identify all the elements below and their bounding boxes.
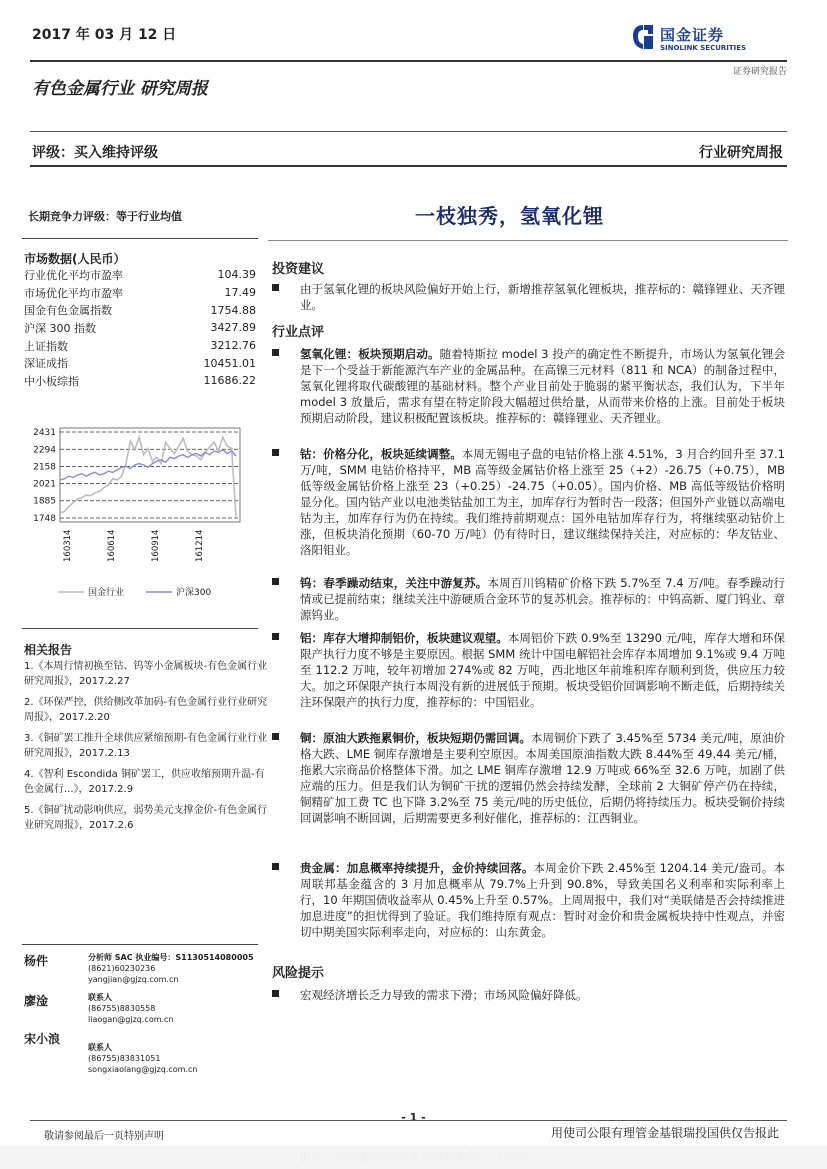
analyst-name: 廖淦 — [24, 994, 49, 1008]
item-head: 铜：原油大跌拖累铜价，板块短期仍需回调。 — [300, 731, 531, 745]
item-paragraph — [272, 446, 785, 558]
logo-en: SINOLINK SECURITIES — [660, 44, 747, 52]
page-number: - 1 - — [401, 1111, 426, 1124]
series-line-1 — [60, 450, 236, 480]
item-paragraph — [272, 860, 785, 940]
related-date: 2017.2.6 — [89, 820, 134, 831]
market-value: 1754.88 — [210, 303, 256, 317]
related-reports-title: 相关报告 — [24, 643, 73, 657]
item-head: 铝：库存大增抑制铝价，板块建议观望。 — [300, 631, 508, 645]
market-value: 11686.22 — [203, 374, 256, 388]
sidebar-rule-3 — [22, 944, 258, 945]
invest-text: 由于氢氧化锂的板块风险偏好开始上行，新增推荐氢氧化锂板块，推荐标的：赣锋锂业、天齐锂业。 — [300, 282, 785, 312]
table-row — [24, 372, 256, 390]
risk-paragraph — [272, 987, 785, 1003]
logo-mark-icon — [632, 24, 654, 50]
table-row — [24, 337, 256, 355]
bullet-icon — [272, 733, 279, 740]
analyst-email[interactable]: yangjian@gjzq.com.cn — [88, 975, 179, 984]
sidebar-rule — [22, 238, 258, 239]
section-risk: 风险提示 — [272, 966, 325, 981]
analyst-card — [24, 952, 274, 992]
bullet-icon — [272, 990, 279, 997]
footer-disclaimer: 敬请参阅最后一页特别声明 — [44, 1131, 164, 1142]
list-item: 4.《智利 Escondida 铜矿罢工，供应收缩预期升温-有色金属行...》，2017.2.9 — [24, 769, 265, 795]
y-tick-label: 1885 — [33, 496, 56, 507]
table-row — [24, 284, 256, 302]
report-title: 一枝独秀，氢氧化锂 — [415, 204, 604, 228]
index-chart — [24, 412, 256, 612]
sidebar-rule-2 — [22, 628, 258, 629]
related-text: 2.《环保严控，供给侧改革加码-有色金属行业行业研究周报》 — [24, 697, 268, 723]
industry-title: 有色金属行业 研究周报 — [32, 79, 208, 99]
item-paragraph — [272, 575, 785, 623]
market-value: 10451.01 — [203, 356, 256, 370]
related-text: 5.《铜矿扰动影响供应，弱势美元支撑金价-有色金属行业研究周报》 — [24, 805, 268, 831]
analyst-name: 杨件 — [24, 954, 49, 968]
item-body: 本周铜价下跌了 3.45%至 5734 美元/吨，原油价格大跌、LME 铜库存激增是主要利空原因。本周美国原油指数大跌 8.44%至 49.44 美元/桶，拖累大宗商品价格整体下滑。加之 LME 铜库存激增 12.9 万吨或 66%至 32.6 万吨，加剧了供应端的压力。但是我们认为铜矿干扰的逻辑仍然会持续发酵，全球前 2 大铜矿停产仍在持续，铜精矿加工费 TC 也下降 3.2%至 75 美元/吨的历史低位，后期仍将持续压力。板块受铜价持续回调影响不断回调，后期需要更多利好催化，推荐标的：江西铜业。 — [300, 731, 785, 825]
analyst-title: 联系人 — [88, 1043, 112, 1052]
related-date: 2017.2.27 — [79, 676, 130, 687]
bullet-icon — [272, 633, 279, 640]
market-label: 行业优化平均市盈率 — [24, 268, 123, 282]
bullet-icon — [272, 284, 279, 291]
analyst-phone: (86755)8830558 — [88, 1004, 156, 1013]
report-kind: 行业研究周报 — [699, 145, 783, 161]
bullet-icon — [272, 578, 279, 585]
y-tick-label: 2294 — [33, 445, 56, 456]
related-reports-list — [24, 659, 268, 839]
table-row — [24, 354, 256, 372]
related-text: 1.《本周行情初换至钴、钨等小金属板块-有色金属行业研究周报》 — [24, 661, 268, 687]
table-row — [24, 266, 256, 284]
footer-watermark-text: 用使司公限有理管金基银瑞投国供仅告报此 — [550, 1126, 779, 1140]
item-head: 贵金属：加息概率持续提升，金价持续回落。 — [300, 861, 534, 875]
analyst-email[interactable]: songxiaolang@gjzq.com.cn — [88, 1065, 198, 1074]
x-tick-label: 160614 — [107, 529, 117, 562]
bullet-icon — [272, 863, 279, 870]
market-label: 市场优化平均市盈率 — [24, 286, 123, 300]
market-value: 17.49 — [224, 286, 256, 300]
legend-label: 沪深300 — [176, 588, 212, 598]
x-tick-label: 161214 — [195, 529, 205, 562]
list-item: 2.《环保严控，供给侧改革加码-有色金属行业行业研究周报》，2017.2.20 — [24, 697, 268, 723]
item-head: 钴：价格分化，板块延续调整。 — [300, 447, 462, 461]
logo-cn: 国金证券 — [660, 26, 725, 44]
market-label: 上证指数 — [24, 339, 68, 353]
related-text: 4.《智利 Escondida 铜矿罢工，供应收缩预期升温-有色金属行...》 — [24, 769, 265, 795]
analyst-email[interactable]: liaogan@gjzq.com.cn — [88, 1015, 174, 1024]
rule-2 — [30, 131, 787, 132]
table-row — [24, 319, 256, 337]
market-value: 3212.76 — [210, 339, 256, 353]
bullet-icon — [272, 349, 279, 356]
invest-paragraph — [272, 281, 785, 313]
y-tick-label: 2431 — [33, 428, 56, 438]
report-date: 2017 年 03 月 12 日 — [32, 27, 177, 43]
related-date: 2017.2.20 — [59, 712, 110, 723]
market-value: 104.39 — [217, 268, 256, 282]
rule-3 — [30, 165, 787, 167]
market-label: 沪深 300 指数 — [24, 321, 96, 335]
chart-frame — [60, 428, 240, 522]
analyst-title: 分析师 SAC 执业编号：S1130514080005 — [88, 953, 254, 962]
item-body: 本周百川钨精矿价格下跌 5.7%至 7.4 万/吨。春季躁动行情或已提前结束；继续关注中游硬质合金环节的复苏机会。推荐标的：中钨高新、厦门钨业、章源钨业。 — [300, 576, 786, 622]
list-item: 1.《本周行情初换至钴、钨等小金属板块-有色金属行业研究周报》，2017.2.27 — [24, 661, 268, 687]
item-paragraph — [272, 346, 785, 426]
y-tick-label: 2158 — [33, 462, 56, 473]
analyst-title: 联系人 — [88, 993, 112, 1002]
footer-watermark-band: 调优告仅供银瑞投国基金管理有限公司使用 — [0, 1146, 827, 1169]
market-label: 中小板综指 — [24, 374, 79, 388]
market-value: 3427.89 — [210, 321, 256, 335]
header-rule — [30, 60, 787, 62]
related-date: 2017.2.13 — [79, 748, 130, 759]
analyst-phone: (86755)83831051 — [88, 1054, 161, 1063]
market-label: 深证成指 — [24, 357, 68, 371]
list-item: 5.《铜矿扰动影响供应，弱势美元支撑金价-有色金属行业研究周报》，2017.2.6 — [24, 805, 268, 831]
brand-logo — [632, 22, 782, 62]
table-row — [24, 301, 256, 319]
risk-text: 宏观经济增长乏力导致的需求下滑；市场风险偏好降低。 — [300, 988, 588, 1002]
section-industry: 行业点评 — [272, 325, 325, 340]
footer-rule — [30, 1120, 787, 1121]
analyst-card — [24, 1030, 274, 1074]
analyst-card — [24, 992, 274, 1032]
y-tick-label: 2021 — [33, 479, 56, 490]
main-rule — [268, 240, 788, 241]
legend-label: 国金行业 — [88, 588, 125, 598]
x-tick-label: 160914 — [151, 529, 161, 562]
market-data-title: 市场数据(人民币） — [24, 252, 126, 266]
item-body: 随着特斯拉 model 3 投产的确定性不断提升，市场认为氢氧化锂会是下一个受益于新能源汽车产业的金属品种。在高镍三元材料（811 和 NCA）的制备过程中，氢氧化锂将取代碳酸锂的基础材料。整个产业目前处于脆弱的紧平衡状态，我们认为，下半年 model 3 放量后，需求有望在特定阶段大幅超过供给量，从而带来价格的上涨。目前处于板块预期启动阶段，建议积极配置该板块。推荐标的：赣锋锂业、天齐锂业。 — [300, 347, 786, 425]
doc-type: 证券研究报告 — [732, 67, 787, 77]
analyst-name: 宋小浪 — [24, 1032, 61, 1046]
item-body: 本周无锡电子盘的电钴价格上涨 4.51%，3 月合约回升至 37.1 万/吨，SMM 电钴价格持平，MB 高等级金属钴价格上涨至 25（+2）-26.75（+0.75），MB 低等级金属钴价格上涨至 23（+0.25）-24.75（+0.05）。国内价格、MB 高低等级钴价格明显分化。国内钴产业以电池类钴盐加工为主，加库存行为暂时告一段落；但国外产业链以高端电钴为主，加库存行为仍在持续。我们维持前期观点：国外电钴加库存行为，将继续驱动钴价上涨，但板块消化预期（60-70 万/吨）仍有待时日，建议继续保持关注，对应标的：华友钴业、洛阳钼业。 — [300, 447, 786, 557]
item-body: 本周铝价下跌 0.9%至 13290 元/吨，库存大增和环保限产执行力度不够是主要原因。根据 SMM 统计中国电解铝社会库存本周增加 9.1%或 9.4 万吨至 112.2 万吨，较年初增加 274%或 82 万吨，西北地区年前堆积库存顺利到货，供应压力较大。加之环保限产执行本周没有新的进展低于预期。板块受铝价回调影响不断走低，后期持续关注环保限产的执行力度，推荐标的：中国铝业。 — [300, 631, 785, 709]
section-invest: 投资建议 — [272, 262, 325, 277]
item-body: 本周金价下跌 2.45%至 1204.14 美元/盎司。本周联邦基金蕴含的 3 月加息概率从 79.7%上升到 90.8%，导致美国名义利率和实际利率上行，10 年期国债收益率从 0.45%上升至 0.57%。上周周报中，我们对“美联储是否会持续推进加息进度”的担忧得到了验证。我们维持原有观点：暂时对金价和贵金属板块持中性观点，并密切中期美国实际利率走向，对应标的：山东黄金。 — [300, 861, 785, 939]
y-tick-label: 1748 — [33, 514, 56, 524]
long-term-rating: 长期竞争力评级：等于行业均值 — [28, 210, 182, 223]
item-head: 钨：春季躁动结束，关注中游复苏。 — [300, 576, 488, 590]
list-item: 3.《铜矿罢工推升全球供应紧缩预期-有色金属行业行业研究周报》，2017.2.13 — [24, 733, 268, 759]
rating: 评级：买入维持评级 — [32, 145, 158, 161]
x-tick-label: 160314 — [63, 529, 73, 562]
item-head: 氢氧化锂：板块预期启动。 — [300, 347, 440, 361]
bullet-icon — [272, 449, 279, 456]
item-paragraph — [272, 630, 785, 710]
market-data-table — [24, 266, 256, 390]
related-text: 3.《铜矿罢工推升全球供应紧缩预期-有色金属行业行业研究周报》 — [24, 733, 268, 759]
market-label: 国金有色金属指数 — [24, 304, 112, 318]
analyst-phone: (8621)60230236 — [88, 964, 156, 973]
item-paragraph — [272, 730, 785, 826]
related-date: 2017.2.9 — [88, 784, 134, 795]
